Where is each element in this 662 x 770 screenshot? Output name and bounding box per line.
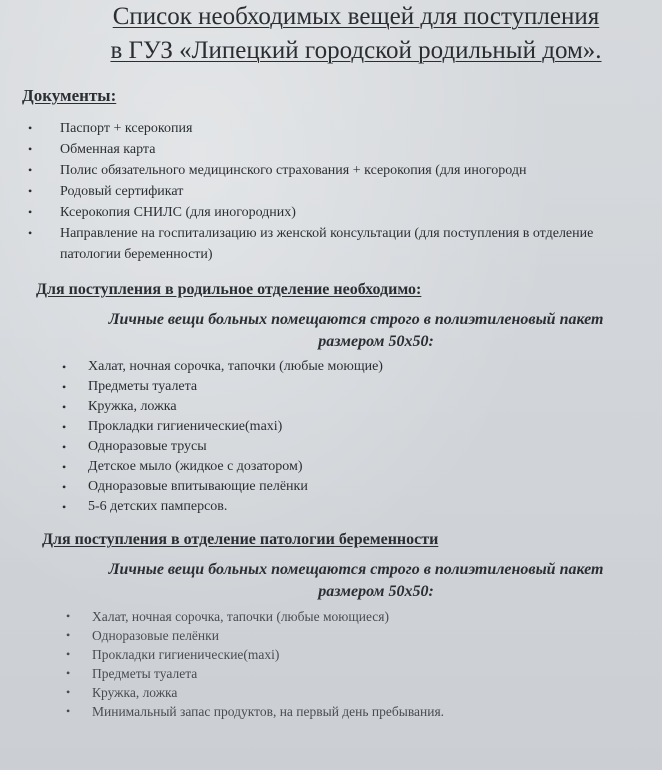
list-item bbox=[62, 477, 650, 497]
bullet-icon: • bbox=[28, 163, 33, 177]
bullet-icon: • bbox=[62, 480, 67, 494]
list-item bbox=[66, 664, 650, 683]
list-item-text: Предметы туалета bbox=[92, 666, 198, 681]
list-item-text: Кружка, ложка bbox=[92, 685, 178, 700]
list-item-text: Одноразовые трусы bbox=[88, 439, 207, 454]
list-item-text: Направление на госпитализацию из женской консультации (для поступления в отделение патологии беременности) bbox=[60, 226, 594, 262]
maternity-items-list bbox=[22, 357, 650, 517]
list-item bbox=[62, 417, 650, 437]
bullet-icon: • bbox=[62, 380, 67, 394]
list-item bbox=[62, 457, 650, 477]
list-item bbox=[66, 645, 650, 664]
pathology-items-list bbox=[22, 607, 650, 721]
bullet-icon: • bbox=[62, 360, 67, 374]
list-item-text: Одноразовые пелёнки bbox=[92, 628, 219, 643]
list-item-text: Прокладки гигиенические(maxi) bbox=[92, 647, 280, 662]
page-title bbox=[42, 0, 662, 68]
list-item-text: Паспорт + ксерокопия bbox=[60, 121, 193, 136]
list-item bbox=[28, 118, 650, 139]
maternity-note-line-1: Личные вещи больных помещаются строго в полиэтиленовый пакет bbox=[108, 311, 604, 328]
list-item-text: Минимальный запас продуктов, на первый день пребывания. bbox=[92, 704, 445, 719]
documents-heading: Документы: bbox=[22, 86, 117, 105]
list-item bbox=[66, 607, 650, 626]
list-item-text: Обменная карта bbox=[60, 142, 156, 157]
list-item bbox=[28, 160, 650, 181]
list-item-text: Полис обязательного медицинского страхования + ксерокопия (для иногородн bbox=[60, 163, 527, 178]
list-item bbox=[28, 181, 650, 202]
bullet-icon: • bbox=[28, 184, 33, 198]
list-item bbox=[66, 683, 650, 702]
documents-list bbox=[22, 118, 650, 265]
list-item-text: Кружка, ложка bbox=[88, 399, 177, 414]
list-item-text: Одноразовые впитывающие пелёнки bbox=[88, 479, 308, 494]
bullet-icon: • bbox=[28, 226, 33, 240]
bullet-icon: • bbox=[62, 500, 67, 514]
maternity-heading: Для поступления в родильное отделение необходимо: bbox=[36, 281, 422, 298]
list-item bbox=[62, 497, 650, 517]
maternity-note bbox=[22, 309, 650, 353]
list-item-text: Детское мыло (жидкое с дозатором) bbox=[88, 459, 303, 474]
list-item bbox=[62, 397, 650, 417]
bullet-icon: • bbox=[62, 420, 67, 434]
list-item bbox=[28, 139, 650, 160]
list-item-text: Предметы туалета bbox=[88, 379, 198, 394]
list-item bbox=[62, 437, 650, 457]
bullet-icon: • bbox=[66, 666, 71, 680]
bullet-icon: • bbox=[66, 609, 71, 623]
bullet-icon: • bbox=[62, 400, 67, 414]
list-item bbox=[66, 702, 650, 721]
list-item-text: 5-6 детских памперсов. bbox=[88, 499, 228, 514]
pathology-note-line-2: размером 50х50: bbox=[318, 583, 434, 600]
pathology-heading: Для поступления в отделение патологии беременности bbox=[42, 531, 439, 548]
bullet-icon: • bbox=[66, 647, 71, 661]
bullet-icon: • bbox=[28, 121, 33, 135]
bullet-icon: • bbox=[28, 142, 33, 156]
list-item bbox=[62, 377, 650, 397]
list-item bbox=[66, 626, 650, 645]
list-item-text: Ксерокопия СНИЛС (для иногородних) bbox=[60, 205, 296, 220]
maternity-note-line-2: размером 50х50: bbox=[318, 333, 434, 350]
bullet-icon: • bbox=[66, 628, 71, 642]
title-line-2: в ГУЗ «Липецкий городской родильный дом». bbox=[110, 37, 602, 64]
bullet-icon: • bbox=[66, 685, 71, 699]
title-line-1: Список необходимых вещей для поступления bbox=[112, 3, 600, 30]
list-item-text: Халат, ночная сорочка, тапочки (любые моющиеся) bbox=[92, 609, 389, 624]
bullet-icon: • bbox=[66, 704, 71, 718]
bullet-icon: • bbox=[62, 460, 67, 474]
list-item-text: Халат, ночная сорочка, тапочки (любые моющие) bbox=[88, 359, 383, 374]
pathology-note-line-1: Личные вещи больных помещаются строго в полиэтиленовый пакет bbox=[108, 561, 604, 578]
list-item-text: Прокладки гигиенические(maxi) bbox=[88, 419, 283, 434]
list-item-text: Родовый сертификат bbox=[60, 184, 184, 199]
pathology-note bbox=[22, 559, 650, 603]
bullet-icon: • bbox=[62, 440, 67, 454]
bullet-icon: • bbox=[28, 205, 33, 219]
list-item bbox=[28, 202, 650, 223]
list-item bbox=[28, 223, 650, 265]
list-item bbox=[62, 357, 650, 377]
